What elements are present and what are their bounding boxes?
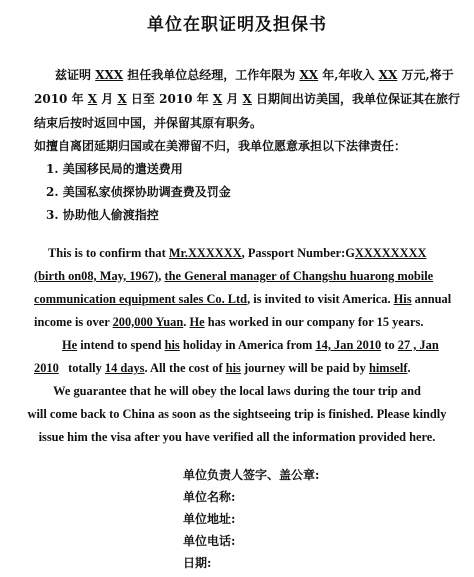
end-day: X: [242, 92, 252, 106]
zh-text: 日期间出访美国，我单位保证其在旅行: [251, 92, 461, 106]
zh-text: 万元,将于: [397, 68, 454, 82]
en-line-5: [62, 338, 439, 353]
zh-text: 担任我单位总经理，工作年限为: [123, 68, 300, 82]
en-line-1: [48, 246, 426, 261]
en-line-3: [34, 292, 451, 307]
zh-list-item: 2. 美国私家侦探协助调查费及罚金: [46, 185, 231, 199]
zh-list-item: 3. 协助他人偷渡指控: [46, 208, 159, 222]
en-line-9: issue him the visa after you have verified all the information provided here.: [38, 430, 436, 444]
zh-paragraph-2: 如擅自离团延期归国或在美滞留不归，我单位愿意承担以下法律责任：: [34, 139, 407, 153]
en-text: holiday in America from: [179, 338, 316, 352]
zh-text: 2010 年: [34, 92, 88, 106]
trip-end-year: 2010: [34, 361, 59, 375]
pronoun: He: [189, 315, 205, 329]
en-text: .: [183, 315, 190, 329]
signature-line-responsible-person: 单位负责人签字、盖公章:: [183, 468, 320, 482]
zh-paragraph-1-line-3: 结束后按时返回中国，并保留其原有职务。: [34, 116, 263, 130]
income-amount: 200,000 Yuan: [112, 315, 184, 329]
en-text: . All the cost of: [144, 361, 226, 375]
en-text: , is invited to visit America.: [247, 292, 394, 306]
en-line-6: [34, 361, 411, 376]
en-text: intend to spend: [77, 338, 165, 352]
trip-end-date: 27 , Jan: [397, 338, 439, 352]
en-text: annual: [411, 292, 452, 306]
en-line-7: We guarantee that he will obey the local laws during the tour trip and: [53, 384, 421, 398]
signature-line-company-name: 单位名称:: [183, 490, 236, 504]
trip-start-date: 14, Jan 2010: [315, 338, 382, 352]
start-day: X: [117, 92, 127, 106]
payer: himself: [368, 361, 408, 375]
zh-text: 兹证明: [55, 68, 96, 82]
signature-line-date: 日期:: [183, 556, 212, 570]
zh-paragraph-1-line-2: [34, 90, 460, 107]
en-line-8: will come back to China as soon as the sightseeing trip is finished. Please kindly: [27, 407, 447, 421]
en-line-2: [34, 269, 433, 284]
en-text: income is over: [34, 315, 113, 329]
zh-text: 月: [97, 92, 118, 106]
en-text: journey will be paid by: [240, 361, 369, 375]
applicant-name: Mr.XXXXXX: [168, 246, 242, 260]
company-name: communication equipment sales Co. Ltd: [34, 292, 248, 306]
annual-income: XX: [378, 68, 398, 82]
signature-line-company-phone: 单位电话:: [183, 534, 236, 548]
en-text: , Passport Number:G: [241, 246, 355, 260]
en-text: .: [407, 361, 411, 375]
pronoun: His: [393, 292, 412, 306]
en-text: to: [381, 338, 398, 352]
zh-text: 年,年收入: [318, 68, 379, 82]
end-month: X: [212, 92, 223, 106]
start-month: X: [87, 92, 98, 106]
work-years: XX: [299, 68, 319, 82]
en-text: This is to confirm that: [48, 246, 169, 260]
zh-list-item: 1. 美国移民局的遣送费用: [46, 162, 183, 176]
trip-duration: 14 days: [104, 361, 145, 375]
zh-paragraph-1-line-1: [55, 66, 454, 83]
en-text: ,: [158, 269, 165, 283]
passport-number: XXXXXXXX: [354, 246, 427, 260]
signature-line-company-address: 单位地址:: [183, 512, 236, 526]
zh-text: 日至 2010 年: [126, 92, 213, 106]
zh-text: 月: [222, 92, 243, 106]
en-line-4: [34, 315, 423, 330]
pronoun: his: [225, 361, 241, 375]
en-text: has worked in our company for 15 years.: [204, 315, 424, 329]
en-text: totally: [58, 361, 105, 375]
employee-name: XXX: [95, 68, 124, 82]
pronoun: his: [164, 338, 180, 352]
pronoun: He: [62, 338, 78, 352]
document-title: 单位在职证明及担保书: [147, 15, 327, 35]
job-title: the General manager of Changshu huarong mobile: [164, 269, 434, 283]
birth-date: (birth on08, May, 1967): [34, 269, 159, 283]
